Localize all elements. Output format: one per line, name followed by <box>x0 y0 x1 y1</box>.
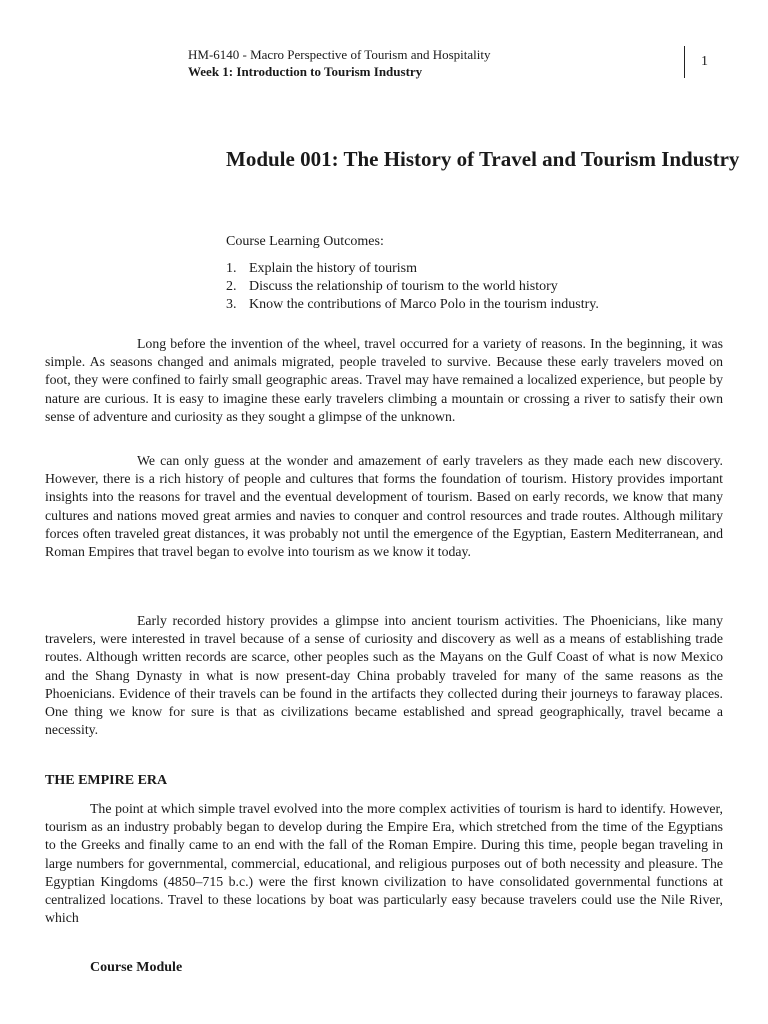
section-heading: THE EMPIRE ERA <box>45 773 168 788</box>
body-paragraph: Long before the invention of the wheel, travel occurred for a variety of reasons. In the beginning, it was simple. As seasons changed and animals migrated, people traveled to survive. Because these early travelers moved on foot, they were confined to fairly small geographic areas. Travel may have remained a localized experience, but people by nature are curious. It is easy to imagine these early travelers climbing a mountain or crossing a river to satisfy their own sense of adventure and curiosity as they sought a glimpse of the unknown. <box>45 336 723 424</box>
body-paragraph: Early recorded history provides a glimpse into ancient tourism activities. The Phoenicians, like many travelers, were interested in travel because of a sense of curiosity and discovery as well as a means of establishing trade routes. Although written records are scarce, other peoples such as the Mayans on the Gulf Coast of what is now Mexico and the Shang Dynasty in what is now present-day China probably traveled for many of the same reasons as the Phoenicians. Evidence of their travels can be found in the artifacts they collected during their journeys to faraway places. One thing we know for sure is that as civilizations became established and spread geographically, travel became a necessity. <box>45 613 723 738</box>
module-title: Module 001: The History of Travel and Tourism Industry <box>226 147 740 171</box>
header-divider <box>684 46 685 78</box>
outcomes-label: Course Learning Outcomes: <box>226 234 384 249</box>
body-paragraph: We can only guess at the wonder and amazement of early travelers as they made each new discovery. However, there is a rich history of people and cultures that forms the foundation of tourism. History provides important insights into the reasons for travel and the eventual development of tourism. Based on early records, we know that many cultures and nations moved great armies and navies to conquer and control resources and trade routes. Although military forces often traveled great distances, it was probably not until the emergence of the Egyptian, Eastern Mediterranean, and Roman Empires that travel began to evolve into tourism as we know it today. <box>45 453 723 560</box>
outcome-item: 1. Explain the history of tourism <box>226 261 417 276</box>
week-title: Week 1: Introduction to Tourism Industry <box>188 64 423 79</box>
outcomes-list <box>226 260 599 314</box>
page-header <box>188 46 491 80</box>
outcome-item: 2. Discuss the relationship of tourism to the world history <box>226 279 558 294</box>
outcome-item: 3. Know the contributions of Marco Polo in the tourism industry. <box>226 297 599 312</box>
page-footer: Course Module <box>90 960 183 975</box>
page-number: 1 <box>701 54 708 69</box>
section-paragraph: The point at which simple travel evolved into the more complex activities of tourism is hard to identify. However, tourism as an industry probably began to develop during the Empire Era, which stretched from the time of the Egyptians to the Greeks and finally came to an end with the fall of the Roman Empire. During this time, people began traveling in large numbers for governmental, commercial, educational, and religious purposes out of both necessity and pleasure. The Egyptian Kingdoms (4850–715 b.c.) were the first known civilization to have consolidated governmental functions at centralized locations. Travel to these locations by boat was particularly easy because travelers could use the Nile River, which <box>45 801 723 926</box>
course-title: HM-6140 - Macro Perspective of Tourism and Hospitality <box>188 47 491 62</box>
